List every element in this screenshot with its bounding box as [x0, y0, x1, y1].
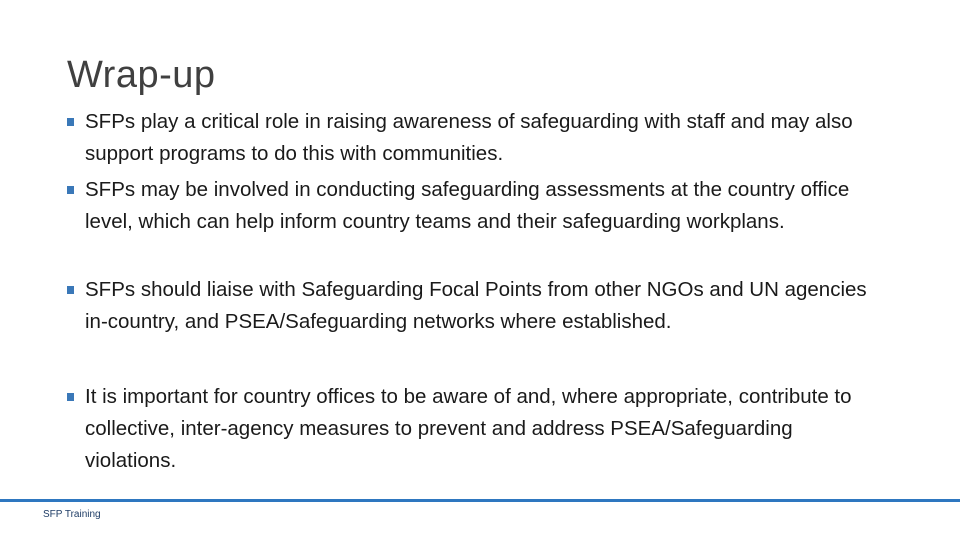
bullet-text: It is important for country offices to be aware of and, where appropriate, contribute to collective, inter-agency measures to prevent and address PSEA/Safeguarding violations. [85, 385, 852, 472]
bullet-item [85, 106, 885, 170]
footer-divider [0, 499, 960, 502]
square-bullet-icon [67, 286, 74, 294]
square-bullet-icon [67, 118, 74, 126]
footer-label: SFP Training [43, 509, 101, 520]
bullet-item [85, 174, 885, 238]
bullet-text: SFPs should liaise with Safeguarding Focal Points from other NGOs and UN agencies in-country, and PSEA/Safeguarding networks where established. [85, 278, 867, 333]
bullet-text: SFPs may be involved in conducting safeguarding assessments at the country office level, which can help inform country teams and their safeguarding workplans. [85, 178, 850, 233]
slide-title: Wrap-up [67, 54, 216, 96]
bullet-item [85, 274, 885, 338]
bullet-item [85, 381, 885, 477]
square-bullet-icon [67, 393, 74, 401]
square-bullet-icon [67, 186, 74, 194]
bullet-text: SFPs play a critical role in raising awareness of safeguarding with staff and may also support programs to do this with communities. [85, 110, 853, 165]
